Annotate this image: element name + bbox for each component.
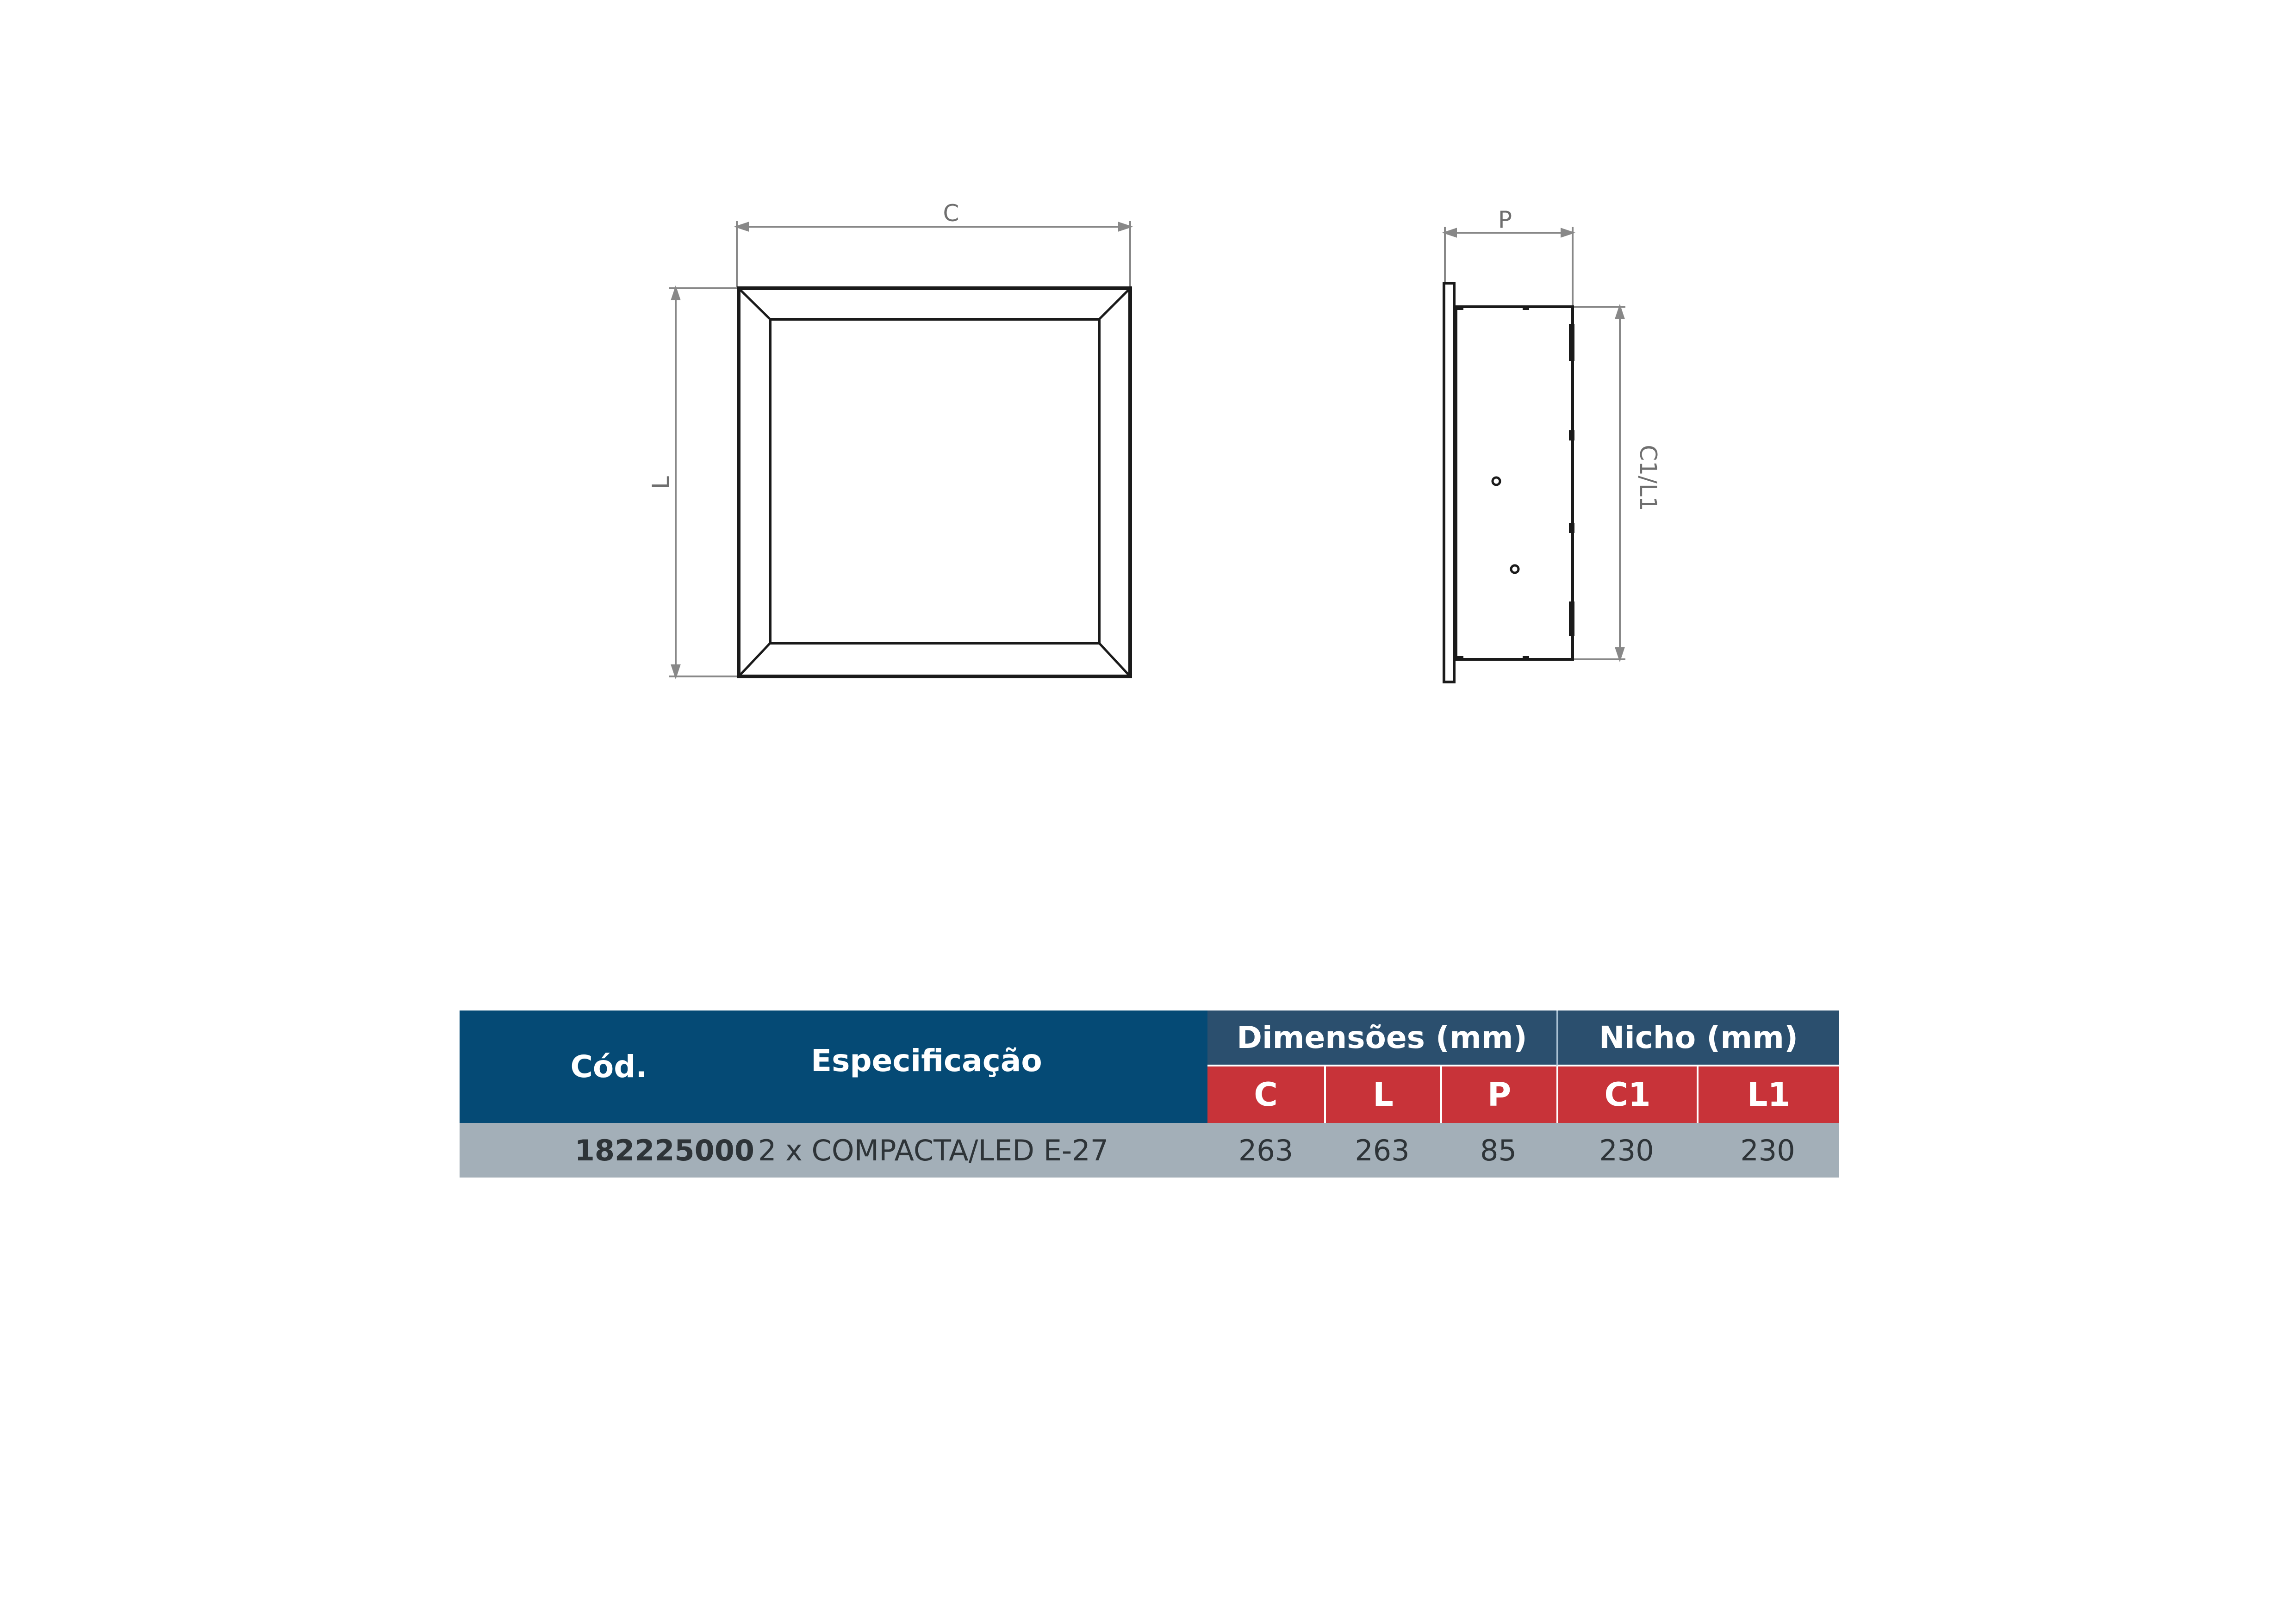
luminaire-frame: [739, 288, 1130, 676]
header-niche-label: Nicho (mm): [1599, 1020, 1798, 1055]
row-code-value: 182225000: [574, 1133, 754, 1167]
header-specification-label: Especificação: [811, 1043, 1042, 1079]
dimension-l-label: L: [647, 476, 674, 489]
row-code: [460, 1123, 758, 1178]
subheader-l1: [1697, 1066, 1839, 1123]
dimension-p: [1445, 227, 1573, 308]
dimension-c1-l1-label: C1/L1: [1635, 445, 1661, 511]
dimension-l: [669, 288, 739, 676]
subheader-c-label: C: [1254, 1076, 1278, 1114]
luminaire-housing: [1444, 283, 1574, 682]
row-c-value: 263: [1238, 1133, 1294, 1167]
row-specification: [758, 1123, 1207, 1178]
dimension-c1-l1: [1573, 307, 1625, 659]
header-dimensions-label: Dimensões (mm): [1237, 1020, 1527, 1055]
side-view: [1444, 206, 1661, 682]
subheader-l1-label: L1: [1747, 1076, 1791, 1114]
row-specification-value: 2 x COMPACTA/LED E-27: [758, 1133, 1109, 1167]
row-l: [1324, 1123, 1440, 1178]
subheader-l-label: L: [1373, 1076, 1394, 1114]
subheader-l: [1324, 1066, 1440, 1123]
subheader-c1: [1556, 1066, 1697, 1123]
row-l1: [1697, 1123, 1839, 1178]
dimension-c: [737, 221, 1130, 287]
subheader-c: [1207, 1066, 1324, 1123]
row-p-value: 85: [1480, 1133, 1517, 1167]
subheader-p-label: P: [1487, 1076, 1512, 1114]
specification-table: [460, 1010, 1839, 1178]
row-l-value: 263: [1355, 1133, 1410, 1167]
header-specification: [758, 1010, 1207, 1123]
row-l1-value: 230: [1740, 1133, 1795, 1167]
subheader-c1-label: C1: [1604, 1076, 1651, 1114]
header-code-label: Cód.: [570, 1049, 647, 1085]
row-c: [1207, 1123, 1324, 1178]
front-view: [647, 200, 1130, 676]
row-c1: [1556, 1123, 1697, 1178]
dimension-p-label: P: [1498, 206, 1512, 233]
header-dimensions-group: [1207, 1010, 1556, 1066]
table-row: [460, 1123, 1839, 1178]
header-niche-group: [1556, 1010, 1839, 1066]
header-code: [460, 1010, 758, 1123]
row-p: [1440, 1123, 1556, 1178]
subheader-p: [1440, 1066, 1556, 1123]
dimension-c-label: C: [943, 200, 959, 227]
row-c1-value: 230: [1599, 1133, 1654, 1167]
